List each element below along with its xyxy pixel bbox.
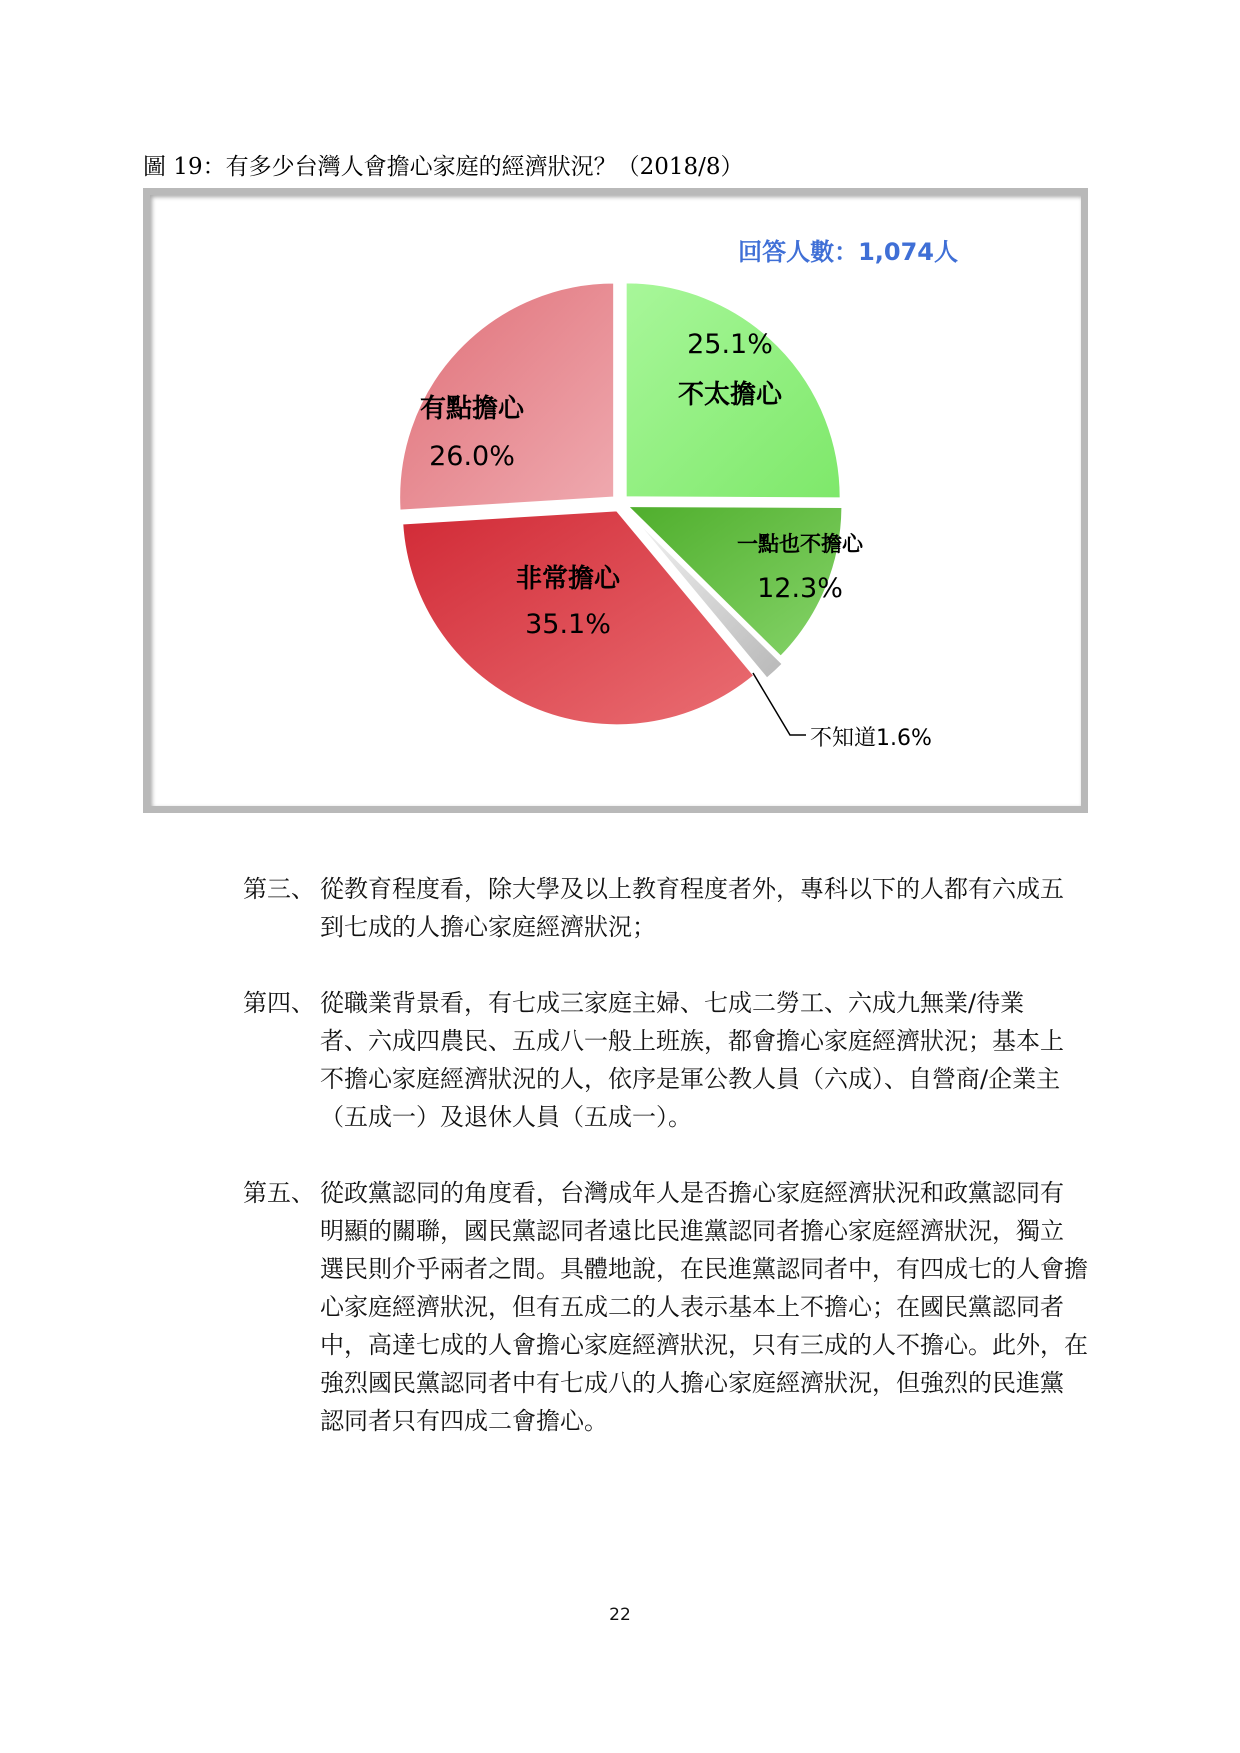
paragraph (243, 870, 1103, 946)
paragraph-heading: 第三、 (243, 875, 315, 903)
paragraph-line: 中，高達七成的人會擔心家庭經濟狀況，只有三成的人不擔心。此外，在 (320, 1331, 1088, 1359)
paragraph-line: 認同者只有四成二會擔心。 (320, 1407, 608, 1435)
pie-chart (150, 195, 1081, 806)
slice-label: 一點也不擔心 (737, 532, 863, 556)
chart-area (150, 195, 1081, 806)
paragraph-line: 者、六成四農民、五成八一般上班族，都會擔心家庭經濟狀況；基本上 (320, 1027, 1064, 1055)
paragraph-line: 心家庭經濟狀況，但有五成二的人表示基本上不擔心；在國民黨認同者 (320, 1293, 1064, 1321)
slice-value: 35.1% (525, 609, 611, 640)
paragraph-heading: 第四、 (243, 989, 315, 1017)
slice-value: 26.0% (429, 441, 515, 472)
slice-value: 12.3% (757, 573, 843, 604)
paragraph-line: 不擔心家庭經濟狀況的人，依序是軍公教人員（六成）、自營商/企業主 (320, 1065, 1061, 1093)
figure-title: 圖 19：有多少台灣人會擔心家庭的經濟狀況？（2018/8） (143, 154, 744, 180)
paragraph-line: 從教育程度看，除大學及以上教育程度者外，專科以下的人都有六成五 (320, 875, 1064, 903)
paragraph-heading: 第五、 (243, 1179, 315, 1207)
paragraph-line: 強烈國民黨認同者中有七成八的人擔心家庭經濟狀況，但強烈的民進黨 (320, 1369, 1064, 1397)
paragraph (243, 1174, 1103, 1440)
slice-label: 有點擔心 (419, 394, 525, 424)
paragraph-line: 從職業背景看，有七成三家庭主婦、七成二勞工、六成九無業/待業 (320, 989, 1025, 1017)
paragraph-line: （五成一）及退休人員（五成一）。 (320, 1103, 692, 1131)
paragraph-line: 到七成的人擔心家庭經濟狀況； (320, 913, 656, 941)
paragraph (243, 984, 1103, 1136)
respondents-label: 回答人數：1,074人 (738, 238, 958, 266)
slice-label: 不太擔心 (677, 380, 783, 410)
slice-label: 非常擔心 (515, 564, 621, 594)
slice-value: 25.1% (687, 329, 773, 360)
paragraph-line: 從政黨認同的角度看，台灣成年人是否擔心家庭經濟狀況和政黨認同有 (320, 1179, 1064, 1207)
chart-frame (143, 188, 1088, 813)
paragraph-line: 選民則介乎兩者之間。具體地說，在民進黨認同者中，有四成七的人會擔 (320, 1255, 1088, 1283)
page-number: 22 (609, 1605, 631, 1625)
paragraph-line: 明顯的關聯，國民黨認同者遠比民進黨認同者擔心家庭經濟狀況，獨立 (320, 1217, 1064, 1245)
leader-line (753, 673, 806, 735)
slice-label-dont-know: 不知道1.6% (810, 726, 932, 751)
